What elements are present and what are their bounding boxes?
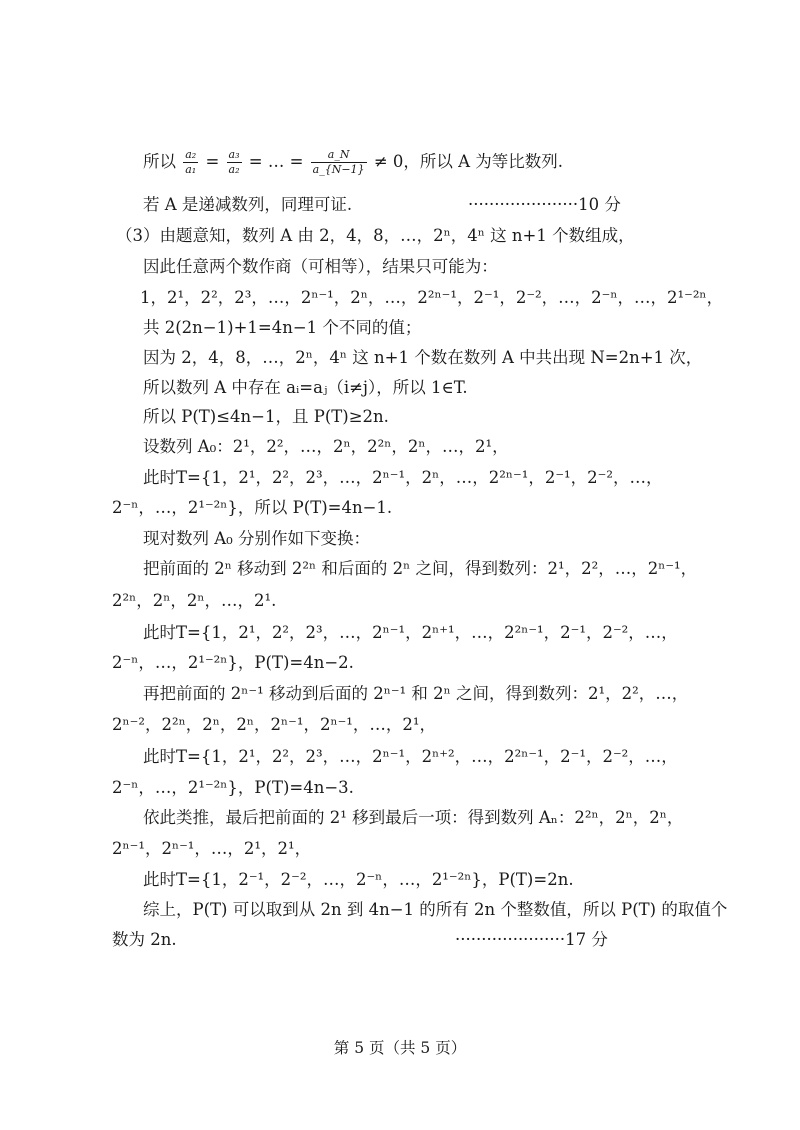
text-line-26: 数为 2n. xyxy=(112,930,177,949)
fraction-2 xyxy=(227,148,242,177)
fraction-3-den: a_{N−1} xyxy=(312,163,365,176)
fraction-2-num: a₃ xyxy=(228,148,240,161)
text-line-19: 2ⁿ⁻²，2²ⁿ，2ⁿ，2ⁿ，2ⁿ⁻¹，2ⁿ⁻¹，…，2¹， xyxy=(112,715,437,734)
text-line-6: 共 2(2n−1)+1=4n−1 个不同的值； xyxy=(143,318,422,337)
text-line-22: 依此类推，最后把前面的 2¹ 移到最后一项：得到数列 Aₙ：2²ⁿ，2ⁿ，2ⁿ， xyxy=(143,808,684,827)
fraction-3-num: a_N xyxy=(311,148,367,163)
text-line-13: 现对数列 A₀ 分别作如下变换： xyxy=(143,529,371,548)
text-line-5: 1，2¹，2²，2³，…，2ⁿ⁻¹，2ⁿ，…，2²ⁿ⁻¹，2⁻¹，2⁻²，…，2⁻ⁿ，…，2¹⁻²ⁿ， xyxy=(140,288,724,307)
text-line-11: 此时T={1，2¹，2²，2³，…，2ⁿ⁻¹，2ⁿ，…，2²ⁿ⁻¹，2⁻¹，2⁻²，…， xyxy=(143,468,663,487)
fraction-3 xyxy=(311,148,367,177)
text-line-12: 2⁻ⁿ，…，2¹⁻²ⁿ}，所以 P(T)=4n−1. xyxy=(112,498,393,517)
text-line-21: 2⁻ⁿ，…，2¹⁻²ⁿ}，P(T)=4n−3. xyxy=(112,778,354,797)
ratio-line xyxy=(143,148,563,177)
text-line-25: 综上，P(T) 可以取到从 2n 到 4n−1 的所有 2n 个整数值，所以 P(T) 的取值个 xyxy=(143,900,728,919)
ratio-prefix: 所以 xyxy=(143,152,176,171)
score-17: ·····················17 分 xyxy=(455,930,608,949)
text-line-10: 设数列 A₀：2¹，2²，…，2ⁿ，2²ⁿ，2ⁿ，…，2¹， xyxy=(143,437,509,456)
text-line-24: 此时T={1，2⁻¹，2⁻²，…，2⁻ⁿ，…，2¹⁻²ⁿ}，P(T)=2n. xyxy=(143,870,574,889)
text-line-9: 所以 P(T)≤4n−1，且 P(T)≥2n. xyxy=(143,407,389,426)
fraction-1-den: a₁ xyxy=(185,163,197,176)
text-line-7: 因为 2，4，8，…，2ⁿ，4ⁿ 这 n+1 个数在数列 A 中共出现 N=2n+1 次， xyxy=(143,348,703,367)
equals-1: = xyxy=(205,152,220,171)
equals-dots: = … = xyxy=(248,152,304,171)
text-line-17: 2⁻ⁿ，…，2¹⁻²ⁿ}，P(T)=4n−2. xyxy=(112,653,354,672)
fraction-1 xyxy=(183,148,198,177)
text-line-23: 2ⁿ⁻¹，2ⁿ⁻¹，…，2¹，2¹， xyxy=(112,839,312,858)
score-10: ·····················10 分 xyxy=(468,195,621,214)
fraction-1-num: a₂ xyxy=(185,148,197,161)
fraction-2-den: a₂ xyxy=(228,163,240,176)
text-line-4: 因此任意两个数作商（可相等），结果只可能为： xyxy=(143,257,498,276)
text-line-2: 若 A 是递减数列，同理可证. xyxy=(143,195,353,214)
text-line-3: （3）由题意知，数列 A 由 2，4，8，…，2ⁿ，4ⁿ 这 n+1 个数组成， xyxy=(116,226,635,245)
text-line-15: 2²ⁿ，2ⁿ，2ⁿ，…，2¹. xyxy=(112,591,277,610)
page-footer: 第 5 页（共 5 页） xyxy=(333,1039,467,1057)
text-line-8: 所以数列 A 中存在 aᵢ=aⱼ（i≠j），所以 1∈T. xyxy=(143,378,468,397)
ratio-suffix: ≠ 0，所以 A 为等比数列. xyxy=(373,152,564,171)
text-line-14: 把前面的 2ⁿ 移动到 2²ⁿ 和后面的 2ⁿ 之间，得到数列：2¹，2²，…，2ⁿ⁻¹， xyxy=(143,559,698,578)
text-line-18: 再把前面的 2ⁿ⁻¹ 移动到后面的 2ⁿ⁻¹ 和 2ⁿ 之间，得到数列：2¹，2²，…， xyxy=(143,684,689,703)
text-line-20: 此时T={1，2¹，2²，2³，…，2ⁿ⁻¹，2ⁿ⁺²，…，2²ⁿ⁻¹，2⁻¹，2⁻²，…， xyxy=(143,747,678,766)
text-line-16: 此时T={1，2¹，2²，2³，…，2ⁿ⁻¹，2ⁿ⁺¹，…，2²ⁿ⁻¹，2⁻¹，2⁻²，…， xyxy=(143,623,678,642)
